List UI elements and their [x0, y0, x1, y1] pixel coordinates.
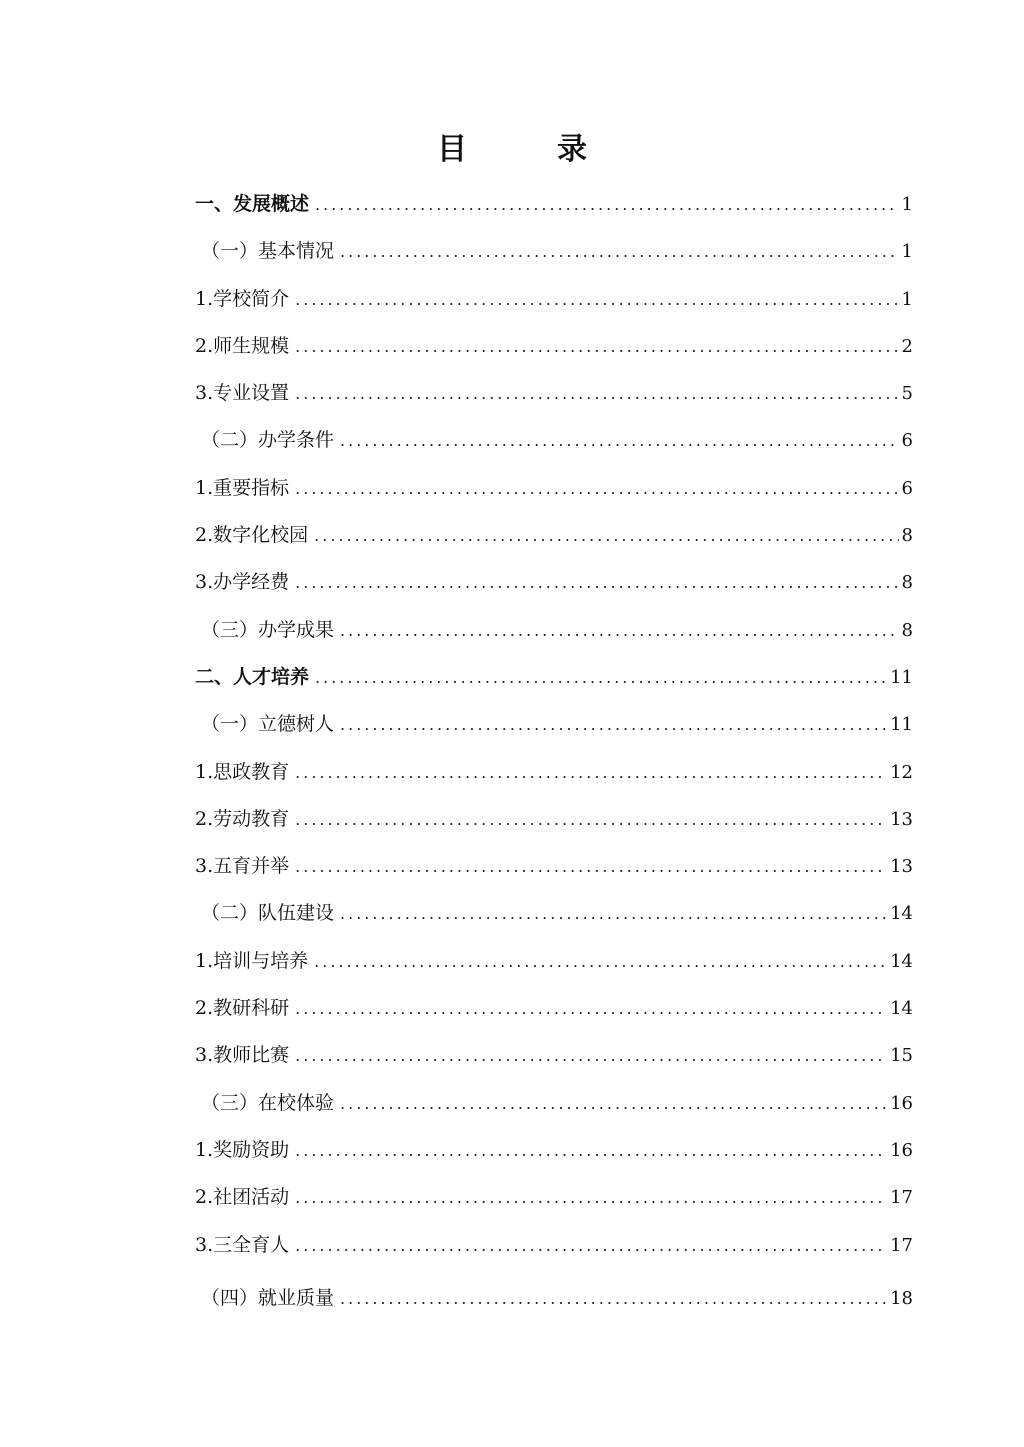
toc-entry[interactable]	[195, 1275, 913, 1322]
toc-page-number: 11	[890, 714, 913, 736]
dot-leader	[295, 1174, 887, 1221]
dot-leader	[295, 370, 898, 417]
toc-entry-label: 3.办学经费	[195, 571, 290, 594]
toc-page-number: 14	[890, 998, 913, 1020]
toc-entry-label: 一、发展概述	[195, 193, 310, 215]
toc-entry-label: （三）在校体验	[201, 1091, 335, 1114]
dot-leader	[340, 701, 887, 748]
dot-leader	[340, 607, 899, 654]
toc-page-number: 16	[890, 1092, 913, 1114]
toc-entry-section-1[interactable]	[195, 181, 913, 228]
toc-entry[interactable]	[195, 559, 913, 606]
toc-entry-label: 3.专业设置	[195, 382, 290, 405]
toc-entry[interactable]	[195, 1127, 913, 1174]
toc-page-number: 11	[890, 666, 913, 688]
toc-page-number: 6	[901, 430, 913, 452]
toc-entry[interactable]	[195, 417, 913, 464]
toc-entry-label: 3.五育并举	[195, 855, 290, 878]
toc-page-number: 6	[901, 477, 913, 499]
dot-leader	[295, 323, 898, 370]
dot-leader	[295, 1032, 887, 1079]
toc-entry-label: 2.师生规模	[195, 334, 290, 357]
toc-page-number: 8	[901, 619, 913, 641]
toc-page-number: 15	[890, 1045, 913, 1067]
toc-entry-label: 二、人才培养	[195, 665, 310, 688]
toc-page-number: 17	[890, 1234, 913, 1256]
dot-leader	[340, 228, 899, 275]
toc-page-number: 8	[901, 525, 913, 547]
toc-entry[interactable]	[195, 1080, 913, 1127]
toc-entry[interactable]	[195, 890, 913, 937]
toc-page-number: 14	[890, 950, 913, 972]
toc-entry-label: 1.奖励资助	[195, 1138, 290, 1161]
toc-entry-label: （一）基本情况	[201, 240, 335, 263]
toc-entry-label: （二）队伍建设	[201, 902, 335, 925]
toc-entry[interactable]	[195, 843, 913, 890]
dot-leader	[295, 1127, 887, 1174]
toc-entry[interactable]	[195, 749, 913, 796]
toc-entry-label: 2.社团活动	[195, 1186, 290, 1209]
toc-entry-label: 2.劳动教育	[195, 807, 290, 830]
dot-leader	[295, 749, 887, 796]
toc-entry[interactable]	[195, 796, 913, 843]
toc-entry-label: （四）就业质量	[201, 1286, 335, 1309]
dot-leader	[295, 276, 898, 323]
dot-leader	[340, 1275, 887, 1322]
toc-entry-label: 3.教师比赛	[195, 1044, 290, 1067]
dot-leader	[295, 1222, 887, 1269]
toc-entry[interactable]	[195, 607, 913, 654]
dot-leader	[340, 890, 887, 937]
toc-entry-label: 2.数字化校园	[195, 524, 309, 547]
toc-entry-label: （三）办学成果	[201, 618, 335, 641]
toc-entry[interactable]	[195, 512, 913, 559]
toc-page-number: 8	[901, 572, 913, 594]
toc-entry-label: 1.重要指标	[195, 476, 290, 499]
toc-entry-label: 2.教研科研	[195, 997, 290, 1020]
dot-leader	[315, 181, 899, 228]
dot-leader	[314, 938, 887, 985]
toc-page-number: 13	[890, 808, 913, 830]
toc-entry-label: 1.培训与培养	[195, 949, 309, 972]
dot-leader	[295, 985, 887, 1032]
toc-entry[interactable]	[195, 370, 913, 417]
toc-page-number: 18	[890, 1287, 913, 1309]
dot-leader	[315, 654, 887, 701]
toc-entry[interactable]	[195, 701, 913, 748]
dot-leader	[340, 1080, 887, 1127]
dot-leader	[314, 512, 898, 559]
dot-leader	[295, 465, 898, 512]
toc-entry[interactable]	[195, 323, 913, 370]
toc-entry[interactable]	[195, 1174, 913, 1221]
toc-entry[interactable]	[195, 1032, 913, 1079]
toc-entry[interactable]	[195, 228, 913, 275]
toc-entry-label: 1.思政教育	[195, 760, 290, 783]
toc-page-number: 12	[890, 761, 913, 783]
table-of-contents	[195, 181, 913, 1322]
toc-entry-section-2[interactable]	[195, 654, 913, 701]
toc-entry[interactable]	[195, 1222, 913, 1269]
toc-entry-label: （一）立德树人	[201, 713, 335, 736]
toc-entry[interactable]	[195, 985, 913, 1032]
toc-entry[interactable]	[195, 938, 913, 985]
toc-entry-label: 3.三全育人	[195, 1233, 290, 1256]
toc-page-number: 14	[890, 903, 913, 925]
toc-entry-label: （二）办学条件	[201, 429, 335, 452]
toc-entry-label: 1.学校简介	[195, 287, 290, 310]
toc-entry[interactable]	[195, 465, 913, 512]
dot-leader	[295, 559, 898, 606]
toc-page-number: 17	[890, 1187, 913, 1209]
dot-leader	[295, 843, 887, 890]
toc-page-number: 16	[890, 1139, 913, 1161]
toc-page-number: 2	[901, 335, 913, 357]
dot-leader	[295, 796, 887, 843]
toc-page-number: 1	[901, 194, 913, 215]
dot-leader	[340, 417, 899, 464]
toc-entry[interactable]	[195, 276, 913, 323]
toc-page-number: 1	[901, 241, 913, 263]
toc-page-number: 1	[901, 288, 913, 310]
toc-page-number: 13	[890, 856, 913, 878]
toc-page-number: 5	[901, 383, 913, 405]
page-title: 目 录	[437, 132, 617, 167]
